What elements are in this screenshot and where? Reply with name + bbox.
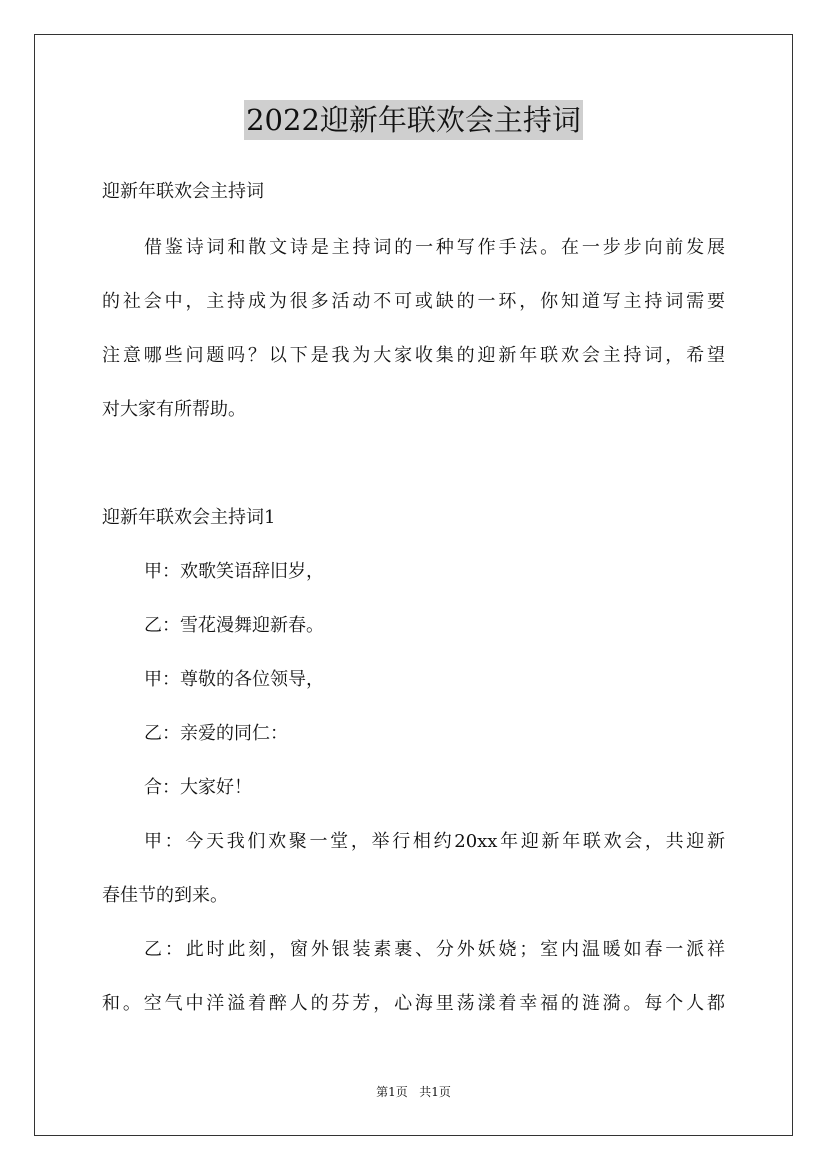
dialogue-line: 乙：雪花漫舞迎新春。 [144,615,324,636]
page-footer [0,1084,827,1100]
paragraph-line: 的社会中，主持成为很多活动不可或缺的一环，你知道写主持词需要 [102,291,725,312]
dialogue-line: 甲：欢歌笑语辞旧岁， [144,561,324,582]
page-total: 共1页 [419,1085,451,1099]
page-number: 第1页 [376,1085,408,1099]
paragraph-line: 注意哪些问题吗？以下是我为大家收集的迎新年联欢会主持词，希望 [102,345,725,366]
paragraph-line: 借鉴诗词和散文诗是主持词的一种写作手法。在一步步向前发展 [144,237,725,258]
dialogue-line: 乙：亲爱的同仁： [144,723,288,744]
dialogue-line: 乙：此时此刻，窗外银装素裹、分外妖娆；室内温暖如春一派祥 [144,939,725,960]
paragraph-line: 对大家有所帮助。 [102,399,246,420]
section-heading: 迎新年联欢会主持词 [102,181,264,202]
dialogue-line: 合：大家好！ [144,777,252,798]
dialogue-line: 春佳节的到来。 [102,885,228,906]
dialogue-line: 甲：尊敬的各位领导， [144,669,324,690]
dialogue-line: 甲：今天我们欢聚一堂，举行相约20xx年迎新年联欢会，共迎新 [144,831,725,852]
title-container [0,100,827,140]
section-heading: 迎新年联欢会主持词1 [102,507,276,528]
dialogue-line: 和。空气中洋溢着醉人的芬芳，心海里荡漾着幸福的涟漪。每个人都 [102,993,725,1014]
document-title: 2022迎新年联欢会主持词 [244,100,583,140]
